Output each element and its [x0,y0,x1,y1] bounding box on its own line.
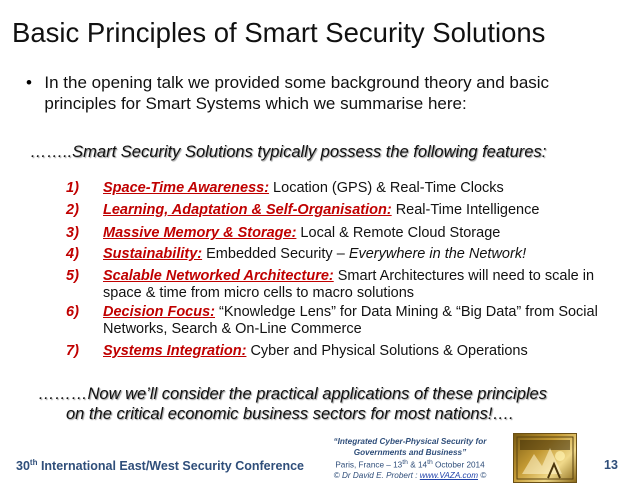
feature-item [66,268,626,302]
item-heading: Space-Time Awareness: [103,180,270,196]
feature-item [66,180,626,197]
conference-name [16,458,304,473]
item-heading: Scalable Networked Architecture: [103,268,334,284]
loc-sup-1: th [402,459,408,466]
item-description: “Knowledge Lens” for Data Mining & “Big Data” from Social Networks, Search & On-Line Commerce [103,304,598,337]
page-number: 13 [604,458,618,472]
item-description: Real-Time Intelligence [391,202,540,218]
item-number: 5) [66,268,79,284]
feature-item [66,202,626,219]
loc-b: & 14 [407,460,428,470]
item-heading: Learning, Adaptation & Self-Organisation: [103,202,392,218]
footer-event-info [310,437,510,482]
closing-line-1: ………Now we’ll consider the practical applications of these principles [38,385,547,403]
loc-a: Paris, France – 13 [335,460,403,470]
item-number: 3) [66,225,79,241]
features-intro: ……..Smart Security Solutions typically possess the following features: [30,143,547,161]
item-heading: Decision Focus: [103,304,215,320]
item-number: 7) [66,343,79,359]
item-description: Cyber and Physical Solutions & Operations [246,343,528,359]
copyright-mark: © [478,471,487,481]
item-emphasis: Everywhere in the Network! [348,246,527,262]
item-number: 6) [66,304,79,320]
feature-item [66,246,626,263]
event-title-line-1: “Integrated Cyber-Physical Security for [333,437,487,446]
author-line [310,471,510,482]
conf-number: 30 [16,459,30,474]
conf-sup: th [29,458,38,467]
conference-logo-icon [513,433,577,483]
website-link[interactable]: www.VAZA.com [419,471,479,481]
item-description: Location (GPS) & Real-Time Clocks [269,180,504,196]
event-title-line-2: Governments and Business” [353,447,467,457]
item-number: 4) [66,246,79,262]
item-heading: Systems Integration: [103,343,247,359]
closing-line-2: on the critical economic business sectors for most nations!…. [66,405,514,423]
event-location [310,458,510,471]
item-description: Smart Architectures will need to scale in space & time from micro cells to macro solutions [103,268,595,301]
author-name: © Dr David E. Probert : [333,471,420,481]
feature-item [66,304,626,338]
conf-title: International East/West Security Conference [37,459,304,474]
item-heading: Massive Memory & Storage: [103,225,297,241]
slide-title: Basic Principles of Smart Security Solutions [12,17,546,48]
feature-item [66,225,626,242]
item-number: 2) [66,202,79,218]
item-number: 1) [66,180,79,196]
item-description: Local & Remote Cloud Storage [296,225,501,241]
loc-c: October 2014 [432,460,485,470]
bullet-text: In the opening talk we provided some background theory and basic principles for Smart Systems which we summarise here: [44,73,550,113]
loc-sup-2: th [427,459,433,466]
closing-text [38,384,628,424]
feature-item [66,343,626,360]
bullet-dot-icon: • [26,73,32,92]
item-description: Embedded Security – [202,246,349,262]
item-heading: Sustainability: [103,246,203,262]
